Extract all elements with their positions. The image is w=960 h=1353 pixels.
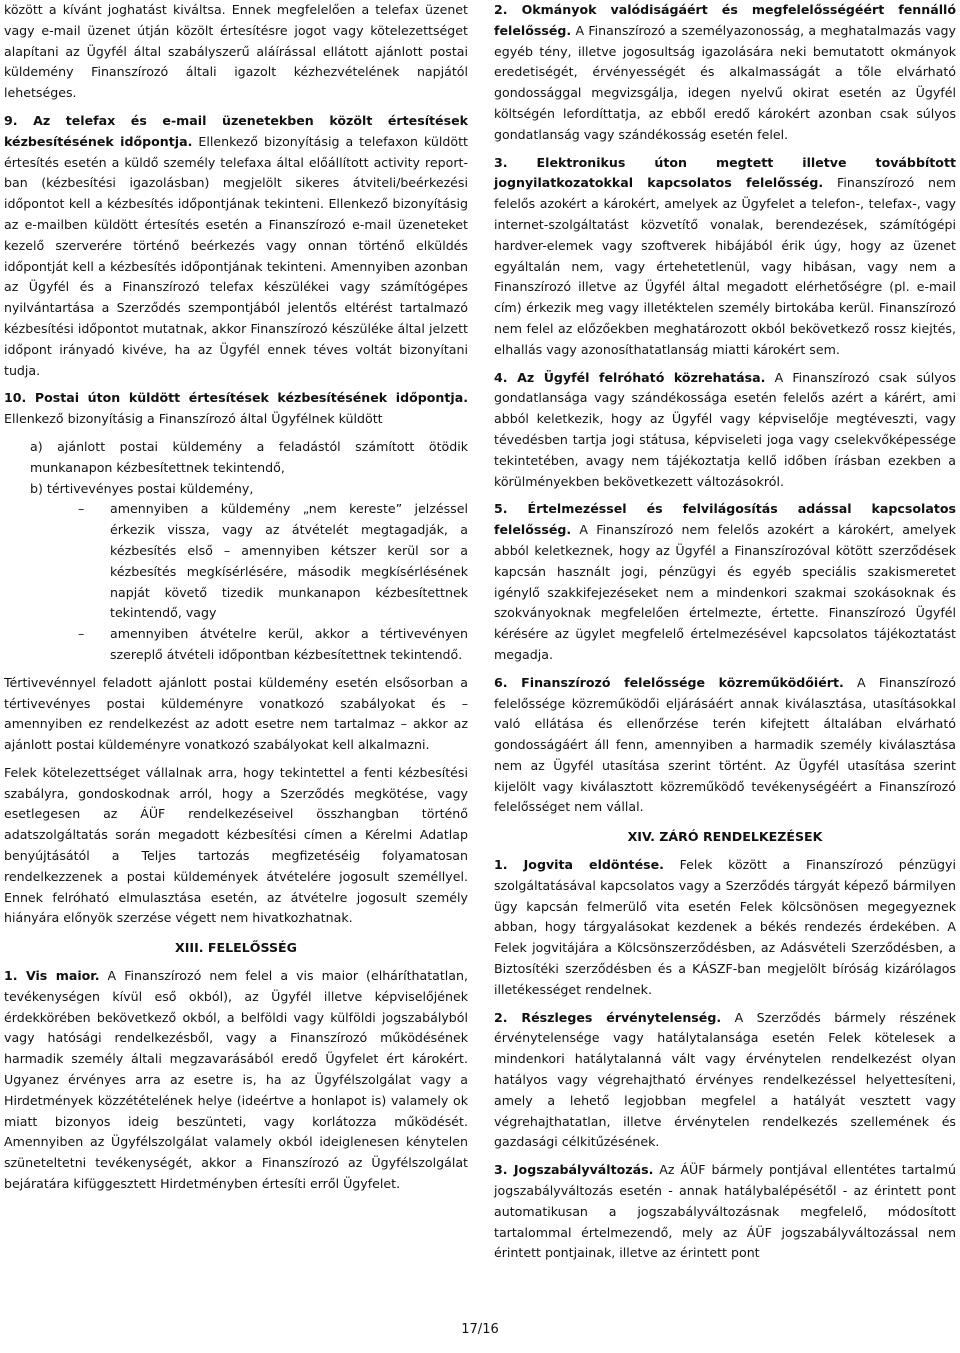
section-6-body: A Finanszírozó felelőssége közreműködői eljárásáért annak kiválasztása, utasításokkal való ellátása és ellenőrzése terén kifejtett általában elvárható gondosságáért áll fenn, amennyiben a harmadik személy kiválasztása nem az Ügyfél utasítása szerint történt. Az Ügyfél utasítása szerint kijelölt vagy kiválasztott közreműködő tevékenységéért a Finanszírozó felelősséget nem vállal.	[494, 674, 956, 815]
section-6-paragraph	[494, 673, 956, 819]
left-column	[4, 0, 468, 1195]
section-9-body: Ellenkező bizonyításig a telefaxon küldött értesítés esetén a küldő személy telefaxa által előállított activity report-ban (kézbesítési igazolásban) megjelölt sikeres átviteli/beérkezési időpontot kell a kézbesítés időpontjának tekinteni. Ellenkező bizonyításig az e-mailben küldött értesítés esetén a Finanszírozó e-mail üzeneteket kezelő szerverére történő beérkezés vagy onnan történő elküldés időpontját kell a kézbesítés időpontjának tekinteni. Amennyiben azonban az Ügyfél és a Finanszírozó telefax készülékei vagy számítógépes nyilvántartása a Szerződés szempontjából jelentős eltérést tartalmazó kézbesítési időpontot mutatnak, akkor Finanszírozó készüléke által jelzett időpont irányadó kivéve, ha az Ügyfél ennek téves voltát bizonyítani tudja.	[4, 133, 468, 378]
section-10-paragraph	[4, 388, 468, 430]
page-number: 17/16	[461, 1322, 499, 1337]
chapter-xiv-title: XIV. ZÁRÓ RENDELKEZÉSEK	[627, 829, 823, 845]
vis-maior-paragraph	[4, 966, 468, 1195]
section-10-item-b: b) tértivevényes postai küldemény,	[30, 480, 254, 496]
intro-paragraph: között a kívánt joghatást kiváltsa. Ennek megfelelően a telefax üzenet vagy e-mail üzenet útján közölt értesítésre jogot vagy kötelezettséget alapítani az Ügyfél által szabályszerű aláírással ellátott ajánlott postai küldemény Finanszírozó általi igazolt kézhezvételének napjától lehetséges.	[4, 2, 468, 101]
dash-item-2-text: amennyiben átvételre kerül, akkor a tértivevényen szereplő átvételi időpontban kézbesítettnek tekintendő.	[110, 626, 468, 662]
dash-bullet: –	[78, 501, 85, 517]
vis-maior-heading: 1. Vis maior.	[4, 968, 100, 984]
section-10-dash-item-2	[4, 624, 468, 666]
section-4-heading: 4. Az Ügyfél felróható közrehatása.	[494, 369, 766, 385]
section-5-heading: 5. Értelmezéssel és felvilágosítás adással kapcsolatos felelősség.	[494, 501, 956, 538]
felek-paragraph: Felek kötelezettséget vállalnak arra, hogy tekintettel a fenti kézbesítési szabályra, gondoskodnak arról, hogy a Szerződés megkötése, vagy esetlegesen az ÁÜF rendelkezéseivel összhangban történő adatszolgáltatás során megadott kézbesítési címen a Kérelmi Adatlap benyújtásától a Teljes tartozás megfizetéséig folyamatosan rendelkezzenek a postai küldemények átvételére jogosult személlyel. Ennek felróható elmulasztása esetén, az átvételre jogosult személy hiányára előnyök szerzése végett nem hivatkozhatnak.	[4, 764, 468, 926]
section-2-body: A Finanszírozó a személyazonosság, a meghatalmazás vagy egyéb tény, illetve jogosultság igazolására neki bemutatott okmányok eredetiségét, érvényességét és alkalmasságát a tőle elvárható gondossággal megvizsgálja, idegen nyelvű okirat esetén az Ügyfél költségén lefordíttatja, az ebből eredő károkért azonban csak súlyos gondatlanság vagy szándékosság esetén felel.	[494, 22, 956, 142]
dash-bullet: –	[78, 626, 85, 642]
chapter-xiii-title: XIII. FELELŐSSÉG	[174, 940, 297, 956]
section-3-body: Finanszírozó nem felelős azokért a károkért, amelyek az Ügyfelet a telefon-, telefax-, vagy internet-szolgáltatást közvetítő vonalak, berendezések, számítógépi hardver-elemek vagy szoftverek hibájából érik úgy, hogy az üzenet egyáltalán nem, vagy értehetetlenül, vagy hibásan, vagy nem a Finanszírozó illetve az Ügyfél által megadott elérhetőségre (pl. e-mail cím) érkezik meg vagy illetéktelen személy birtokába kerül. Finanszírozó nem felel az előzőekben meghatározott okból bekövetkező rossz kiejtés, elhallás vagy azonosíthatatlanság miatti károkért sem.	[494, 175, 957, 357]
section-2-paragraph	[494, 0, 956, 146]
vis-maior-body: A Finanszírozó nem felel a vis maior (elháríthatatlan, tevékenységen kívül eső okból), az Ügyfél illetve képviselőjének érdekkörében bekövetkező okból, a belföldi vagy külföldi jogszabályból vagy hatósági rendelkezésből, vagy a Finanszírozó működésének harmadik személy általi megzavarásából eredő Ügyfelet ért károkért. Ugyanez érvényes arra az esetre is, ha az Ügyfélszolgálat vagy a Hirdetmények közzétételének helye (ideértve a honlapot is) valamely ok miatt bizonyos ideig beszünteti, vagy korlátozza működését. Amennyiben az Ügyfélszolgálat valamely okból ideiglenesen kénytelen szüneteltetni tevékenységét, akkor a Finanszírozó az Ügyfélszolgálat bejáratára kifüggesztett Hirdetményben értesíti erről Ügyfelet.	[4, 968, 468, 1192]
closing-3-heading: 3. Jogszabályváltozás.	[494, 1162, 654, 1178]
section-5-body: A Finanszírozó nem felelős azokért a károkért, amelyek abból keletkeznek, hogy az Ügyfél a Finanszírozóval kötött szerződések kapcsán használt jogi, pénzügyi és egyéb speciális szakismeretet igénylő szakkifejezéseket nem a mindenkori szakmai szokásoknak és szokványoknak megfelelően értelmezte, értette. Finanszírozó Ügyfél kérésére az ügylet megfelelő értelmezésével kapcsolatos tájékoztatást megadja.	[494, 522, 956, 662]
closing-1-heading: 1. Jogvita eldöntése.	[494, 857, 664, 873]
section-5-paragraph	[494, 499, 956, 665]
section-4-paragraph	[494, 368, 956, 493]
closing-3-body: Az ÁÜF bármely pontjával ellentétes tartalmú jogszabályváltozás esetén - annak hatálybalépésétől - az érintett pont automatikusan a jogszabályváltozásnak megfelelő, módosított tartalommal értelmezendő, mely az ÁÜF jogszabályváltozással nem érintett pontjainak, illetve az érintett pont	[494, 1162, 957, 1261]
closing-1-paragraph	[494, 855, 956, 1001]
dash-item-1-text: amennyiben a küldemény „nem kereste” jelzéssel érkezik vissza, vagy az átvételét megtagadják, a kézbesítés első – amennyiben kétszer kerül sor a kézbesítés megkísérlésére, második megkísérlésének napját követő tizedik munkanapon kézbesítettnek tekintendő, vagy	[110, 501, 468, 621]
right-column	[494, 0, 956, 1264]
section-10-body: Ellenkező bizonyításig a Finanszírozó által Ügyfélnek küldött	[4, 411, 383, 427]
section-10-item-a: a) ajánlott postai küldemény a feladástól számított ötödik munkanapon kézbesítettnek tekintendő,	[30, 438, 468, 475]
section-4-body: A Finanszírozó csak súlyos gondatlansága vagy szándékossága esetén felelős azért a kárért, ami abból keletkezik, hogy az Ügyfél vagy képviselője megtéveszti, vagy tévedésben tartja jogi státusa, képviseleti joga vagy cselekvőképessége tekintetében, avagy nem tájékoztatja kellő időben írásban ezekben a körülményekben bekövetkezett változásokról.	[494, 369, 956, 489]
closing-1-body: Felek között a Finanszírozó pénzügyi szolgáltatásával kapcsolatos vagy a Szerződés tárgyát képező bármilyen ügy kapcsán felmerülő vita esetén Felek kölcsönösen megegyeznek abban, hogy tárgyalásokat kezdenek a békés rendezés érdekében. A Felek jogvitájára a Kölcsönszerződésben, az Adásvételi Szerződésben, a Biztosítéki szerződésben és a KÁSZF-ban megjelölt bíróság kizárólagos illetékességet rendelnek.	[494, 857, 956, 997]
section-3-paragraph	[494, 153, 956, 361]
section-3-heading: 3. Elektronikus úton megtett illetve továbbított jognyilatkozatokkal kapcsolatos felelősség.	[494, 154, 956, 191]
section-10-dash-item-1	[4, 499, 468, 624]
section-2-heading: 2. Okmányok valódiságáért és megfelelősségéért fennálló felelősség.	[494, 2, 956, 38]
closing-3-paragraph	[494, 1160, 956, 1264]
section-9-paragraph	[4, 111, 468, 381]
section-6-heading: 6. Finanszírozó felelőssége közreműködőiért.	[494, 674, 844, 690]
section-9-heading: 9. Az telefax és e-mail üzenetekben közölt értesítések kézbesítésének időpontja.	[4, 112, 468, 149]
closing-2-paragraph	[494, 1008, 956, 1154]
tertiveveny-paragraph: Tértivevénnyel feladott ajánlott postai küldemény esetén elsősorban a tértivevényes postai küldeményre vonatkozó szabályokat és – amennyiben ez rendelkezést az adott esetre nem tartalmaz – akkor az ajánlott postai küldeményre vonatkozó szabályokat kell alkalmazni.	[4, 674, 468, 753]
closing-2-heading: 2. Részleges érvénytelenség.	[494, 1009, 722, 1025]
closing-2-body: A Szerződés bármely részének érvénytelensége vagy hatálytalansága esetén Felek kötelesek a mindenkori hatálytalanná vált vagy érvénytelen rendelkezést olyan hatályos vagy végrehajtható érvényes rendelkezéssel helyettesíteni, amely a lehető legjobban megfelel a hatályát vesztett vagy végrehajthatatlan, illetve érvénytelen rendelkezés szellemének és gazdasági célkitűzésének.	[494, 1009, 956, 1150]
section-10-heading: 10. Postai úton küldött értesítések kézbesítésének időpontja.	[4, 390, 468, 406]
